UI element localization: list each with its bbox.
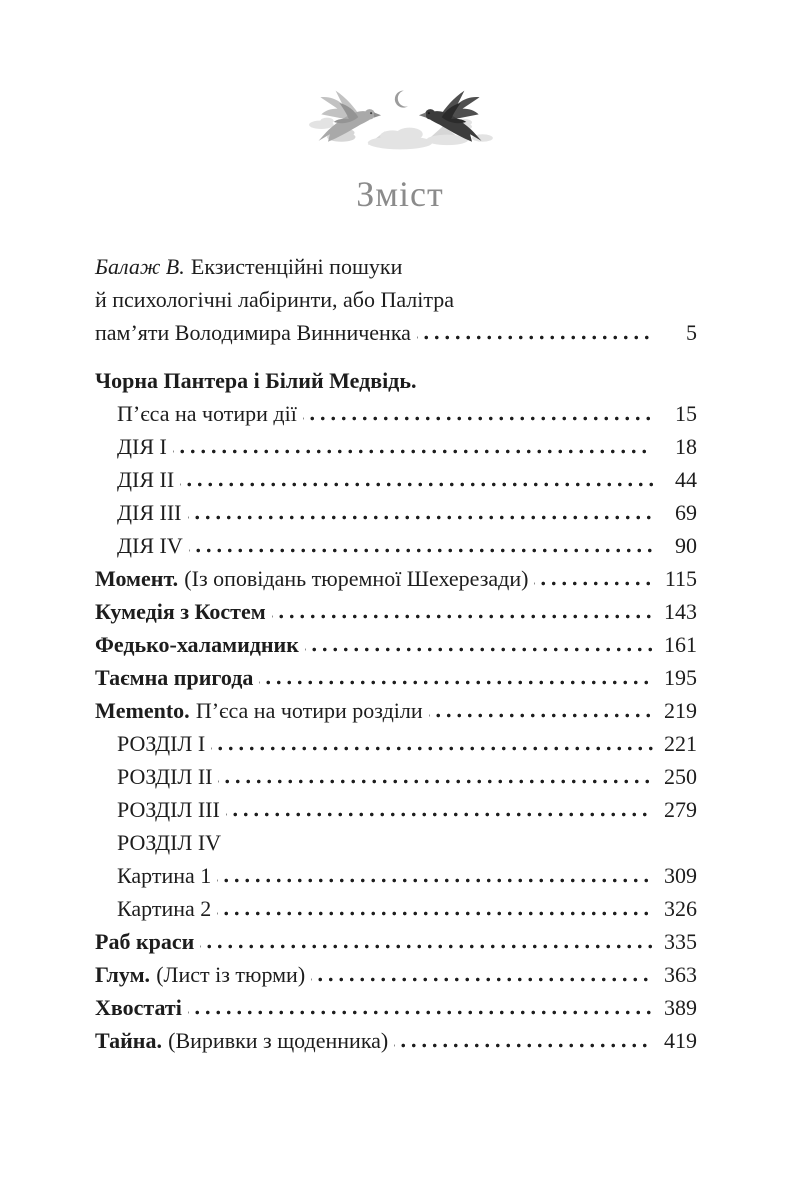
toc-list bbox=[95, 364, 697, 1057]
entry-title: Тайна. bbox=[95, 1028, 162, 1053]
toc-entry[interactable] bbox=[95, 793, 697, 826]
intro-text-3: пам’яти Володимира Винниченка bbox=[95, 320, 411, 345]
entry-subtitle: Картина 1 bbox=[117, 863, 212, 888]
entry-subtitle: РОЗДІЛ IV bbox=[117, 830, 222, 855]
toc-entry[interactable] bbox=[95, 661, 697, 694]
intro-line bbox=[95, 283, 697, 316]
dot-leader bbox=[226, 812, 653, 817]
toc-entry[interactable] bbox=[95, 364, 697, 397]
entry-subtitle: ДІЯ II bbox=[117, 467, 175, 492]
entry-page-number: 221 bbox=[664, 731, 697, 756]
toc-entry[interactable] bbox=[95, 925, 697, 958]
intro-text-2: й психологічні лабіринти, або Палітра bbox=[95, 287, 455, 312]
dot-leader bbox=[305, 647, 653, 652]
entry-page-number: 419 bbox=[664, 1028, 697, 1053]
entry-subtitle: РОЗДІЛ II bbox=[117, 764, 213, 789]
intro-author: Балаж В. bbox=[95, 254, 185, 279]
entry-title: Кумедія з Костем bbox=[95, 599, 266, 624]
entry-page-number: 44 bbox=[675, 467, 697, 492]
toc-entry[interactable] bbox=[95, 892, 697, 925]
entry-subtitle: (Виривки з щоденника) bbox=[168, 1028, 389, 1053]
dot-leader bbox=[218, 779, 653, 784]
intro-line bbox=[95, 250, 697, 283]
dot-leader bbox=[259, 680, 653, 685]
entry-page-number: 161 bbox=[664, 632, 697, 657]
dot-leader bbox=[180, 482, 653, 487]
entry-page-number: 219 bbox=[664, 698, 697, 723]
dot-leader bbox=[173, 449, 653, 454]
birds-illustration bbox=[305, 84, 495, 156]
entry-page-number: 335 bbox=[664, 929, 697, 954]
table-of-contents bbox=[95, 250, 697, 1057]
left-bird-eye bbox=[370, 112, 372, 114]
toc-entry[interactable] bbox=[95, 496, 697, 529]
toc-entry[interactable] bbox=[95, 430, 697, 463]
entry-subtitle: (Лист із тюрми) bbox=[156, 962, 306, 987]
dot-leader bbox=[417, 335, 653, 340]
dot-leader bbox=[188, 515, 654, 520]
dot-leader bbox=[303, 416, 653, 421]
entry-page-number: 69 bbox=[675, 500, 697, 525]
entry-subtitle: РОЗДІЛ I bbox=[117, 731, 206, 756]
entry-title: Хвостаті bbox=[95, 995, 182, 1020]
entry-title: Таємна пригода bbox=[95, 665, 254, 690]
dot-leader bbox=[211, 746, 653, 751]
toc-intro-entry[interactable] bbox=[95, 250, 697, 349]
entry-page-number: 279 bbox=[664, 797, 697, 822]
dot-leader bbox=[188, 1010, 653, 1015]
entry-page-number: 143 bbox=[664, 599, 697, 624]
dot-leader bbox=[217, 878, 653, 883]
entry-subtitle: ДІЯ IV bbox=[117, 533, 183, 558]
dot-leader bbox=[429, 713, 653, 718]
dot-leader bbox=[189, 548, 653, 553]
entry-page-number: 15 bbox=[675, 401, 697, 426]
toc-entry[interactable] bbox=[95, 628, 697, 661]
entry-subtitle: (Із оповідань тюремної Шехерезади) bbox=[184, 566, 529, 591]
toc-entry[interactable] bbox=[95, 595, 697, 628]
entry-subtitle: П’єса на чотири дії bbox=[117, 401, 297, 426]
toc-entry[interactable] bbox=[95, 463, 697, 496]
entry-page-number: 326 bbox=[664, 896, 697, 921]
entry-page-number: 389 bbox=[664, 995, 697, 1020]
entry-page-number: 309 bbox=[664, 863, 697, 888]
dot-leader bbox=[534, 581, 653, 586]
entry-page-number: 5 bbox=[686, 320, 697, 345]
entry-subtitle: П’єса на чотири розділи bbox=[195, 698, 423, 723]
entry-subtitle: ДІЯ III bbox=[117, 500, 182, 525]
toc-entry[interactable] bbox=[95, 958, 697, 991]
entry-subtitle: ДІЯ I bbox=[117, 434, 167, 459]
toc-entry[interactable] bbox=[95, 1024, 697, 1057]
toc-entry[interactable] bbox=[95, 397, 697, 430]
entry-title: Чорна Пантера і Білий Медвідь. bbox=[95, 368, 417, 393]
entry-title: Раб краси bbox=[95, 929, 195, 954]
entry-page-number: 90 bbox=[675, 533, 697, 558]
entry-subtitle: Картина 2 bbox=[117, 896, 212, 921]
toc-entry[interactable] bbox=[95, 760, 697, 793]
intro-line bbox=[95, 316, 697, 349]
entry-page-number: 18 bbox=[675, 434, 697, 459]
dot-leader bbox=[394, 1043, 653, 1048]
entry-page-number: 250 bbox=[664, 764, 697, 789]
entry-page-number: 115 bbox=[664, 566, 697, 591]
toc-entry[interactable] bbox=[95, 826, 697, 859]
entry-title: Момент. bbox=[95, 566, 179, 591]
entry-page-number: 363 bbox=[664, 962, 697, 987]
entry-title: Федько-халамидник bbox=[95, 632, 299, 657]
toc-entry[interactable] bbox=[95, 727, 697, 760]
entry-title: Глум. bbox=[95, 962, 151, 987]
entry-title: Memento. bbox=[95, 698, 190, 723]
entry-subtitle: РОЗДІЛ III bbox=[117, 797, 220, 822]
dot-leader bbox=[272, 614, 653, 619]
entry-page-number: 195 bbox=[664, 665, 697, 690]
toc-entry[interactable] bbox=[95, 991, 697, 1024]
toc-entry[interactable] bbox=[95, 859, 697, 892]
dot-leader bbox=[200, 944, 653, 949]
toc-entry[interactable] bbox=[95, 562, 697, 595]
moon-icon bbox=[395, 91, 408, 108]
right-bird-eye bbox=[428, 112, 430, 114]
dot-leader bbox=[217, 911, 653, 916]
toc-entry[interactable] bbox=[95, 529, 697, 562]
toc-entry[interactable] bbox=[95, 694, 697, 727]
intro-text-1: Екзистенційні пошуки bbox=[190, 254, 403, 279]
dot-leader bbox=[311, 977, 653, 982]
page-title: Зміст bbox=[356, 174, 444, 214]
page-header bbox=[0, 0, 800, 216]
